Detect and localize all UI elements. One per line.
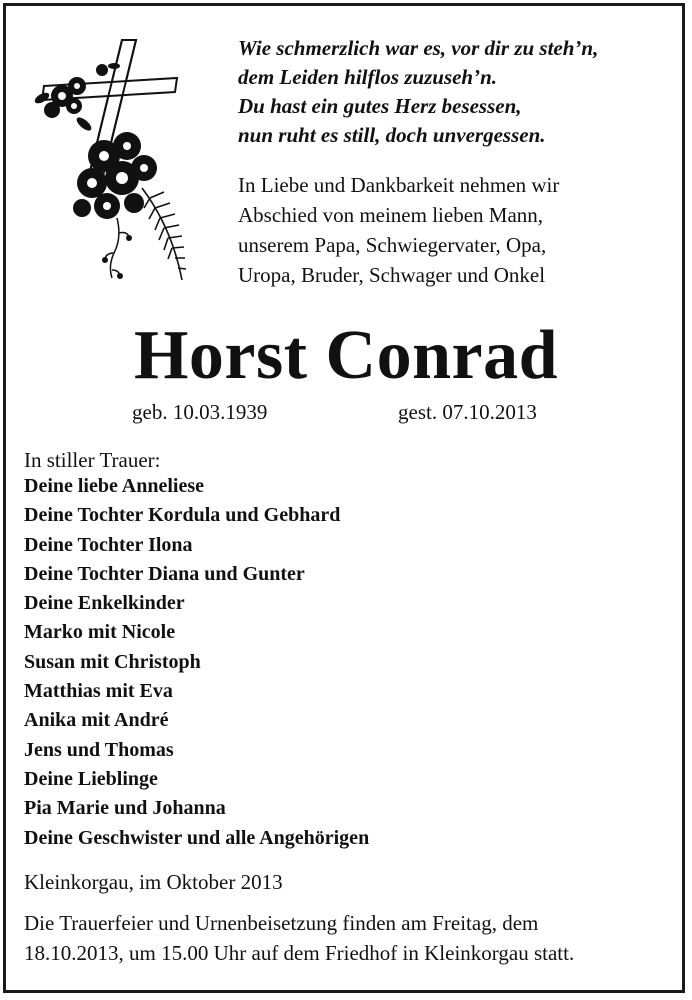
death-date: gest. 07.10.2013	[398, 400, 537, 424]
mourner: Pia Marie und Johanna	[24, 797, 226, 820]
birth-date: geb. 10.03.1939	[132, 400, 268, 424]
service-line: 18.10.2013, um 15.00 Uhr auf dem Friedhof in Kleinkorgau statt.	[24, 941, 575, 965]
intro-line: unserem Papa, Schwiegervater, Opa,	[238, 233, 547, 257]
mourners-label: In stiller Trauer:	[24, 448, 161, 472]
mourner: Deine Tochter Kordula und Gebhard	[24, 504, 341, 527]
poem-line: Wie schmerzlich war es, vor dir zu steh’n,	[238, 36, 599, 60]
deceased-name: Horst Conrad	[133, 317, 559, 394]
memorial-poem	[238, 34, 678, 150]
mourner: Susan mit Christoph	[24, 650, 201, 673]
intro-line: In Liebe und Dankbarkeit nehmen wir	[238, 173, 560, 197]
mourner: Deine Tochter Diana und Gunter	[24, 562, 305, 585]
service-line: Die Trauerfeier und Urnenbeisetzung finden am Freitag, dem	[24, 911, 539, 935]
mourner: Jens und Thomas	[24, 738, 174, 761]
intro-line: Abschied von meinem lieben Mann,	[238, 203, 544, 227]
mourner: Matthias mit Eva	[24, 680, 173, 703]
mourner: Deine Lieblinge	[24, 767, 158, 790]
poem-line: nun ruht es still, doch unvergessen.	[238, 123, 546, 147]
mourner: Anika mit André	[24, 709, 169, 732]
farewell-intro	[238, 170, 678, 290]
place-date: Kleinkorgau, im Oktober 2013	[24, 870, 283, 894]
funeral-service-info	[24, 908, 674, 968]
mourner: Deine liebe Anneliese	[24, 475, 204, 497]
poem-line: Du hast ein gutes Herz besessen,	[238, 94, 522, 118]
mourners-list	[24, 472, 369, 853]
mourner: Deine Tochter Ilona	[24, 533, 193, 556]
intro-line: Uropa, Bruder, Schwager und Onkel	[238, 263, 546, 287]
mourner: Deine Enkelkinder	[24, 592, 185, 615]
mourner: Marko mit Nicole	[24, 621, 176, 644]
poem-line: dem Leiden hilflos zuzuseh’n.	[238, 65, 498, 89]
mourner: Deine Geschwister und alle Angehörigen	[24, 826, 370, 849]
cross-roses-icon	[22, 38, 190, 283]
